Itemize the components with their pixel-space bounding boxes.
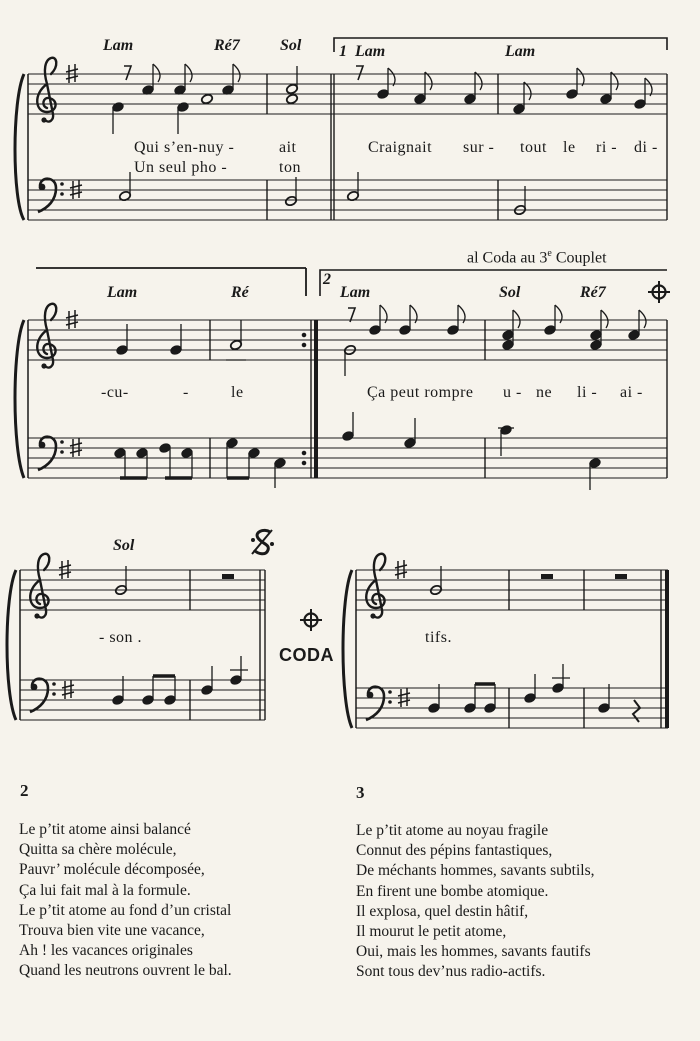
- verse-number: 2: [20, 781, 29, 800]
- lyric: le: [231, 384, 244, 401]
- bass-clef-icon: [38, 179, 64, 212]
- chord-label: Sol: [499, 284, 521, 301]
- coda-instruction-sup: e: [547, 248, 552, 259]
- coda-instruction-end: Couplet: [555, 249, 607, 267]
- lyric: Ça peut rompre: [367, 384, 474, 401]
- lyric: u -: [503, 384, 522, 401]
- ending-number: 1: [339, 43, 347, 60]
- lyric: Craignait: [368, 139, 433, 156]
- verse-line: Pauvr’ molécule décomposée,: [19, 861, 205, 879]
- verse-line: Quitta sa chère molécule,: [19, 841, 177, 859]
- lyric: ait: [279, 139, 297, 156]
- ending-number: 2: [323, 271, 331, 288]
- coda-label: CODA: [279, 645, 334, 665]
- verse-line: Trouva bien vite une vacance,: [19, 922, 205, 940]
- lyric: Un seul pho -: [134, 159, 228, 176]
- lyric: - son .: [99, 629, 143, 646]
- segno-icon: [251, 530, 274, 554]
- lyric: -cu-: [101, 384, 129, 401]
- lyric: ai -: [620, 384, 643, 401]
- coda-instruction-text: al Coda au 3: [467, 249, 548, 267]
- verse-line: Il explosa, quel destin hâtif,: [356, 902, 529, 920]
- chord-label: Lam: [355, 43, 386, 60]
- verse-line: Le p’tit atome au fond d’un cristal: [19, 901, 232, 919]
- lyric: li -: [577, 384, 598, 401]
- verse-number: 3: [356, 783, 365, 802]
- coda-icon: [648, 281, 670, 303]
- verse-line: De méchants hommes, savants subtils,: [356, 862, 595, 880]
- verse-line: En firent une bombe atomique.: [356, 882, 549, 900]
- chord-label: Lam: [107, 284, 138, 301]
- chord-label: Ré: [231, 284, 249, 301]
- verse-line: Sont tous dev’nus radio-actifs.: [356, 963, 546, 981]
- verse-line: Connut des pépins fantastiques,: [356, 842, 553, 860]
- lyric: tout: [520, 139, 547, 156]
- chord-label: Ré7: [214, 37, 240, 54]
- chord-label: Ré7: [580, 284, 606, 301]
- chord-label: Lam: [103, 37, 134, 54]
- lyric: ton: [279, 159, 301, 176]
- verse-line: Ça lui fait mal à la formule.: [19, 881, 191, 899]
- chord-label: Sol: [113, 537, 135, 554]
- lyric: di -: [634, 139, 658, 156]
- chord-label: Lam: [340, 284, 371, 301]
- verse-3: [356, 821, 595, 983]
- verse-line: Ah ! les vacances originales: [19, 942, 193, 960]
- lyric: tifs.: [425, 629, 452, 646]
- verse-line: Le p’tit atome au noyau fragile: [356, 822, 549, 839]
- lyric: ri -: [596, 139, 618, 156]
- lyric: le: [563, 139, 576, 156]
- treble-clef-icon: [37, 58, 56, 123]
- verse-line: Oui, mais les hommes, savants fautifs: [356, 943, 591, 961]
- chord-label: Sol: [280, 37, 302, 54]
- coda-instruction: [467, 248, 607, 267]
- verse-2: [19, 820, 232, 982]
- verse-line: Quand les neutrons ouvrent le bal.: [19, 962, 232, 980]
- verse-line: Le p’tit atome ainsi balancé: [19, 821, 191, 838]
- lyric: -: [183, 384, 189, 401]
- system-3: [7, 570, 668, 728]
- chord-label: Lam: [505, 43, 536, 60]
- lyric: Qui s’en-nuy -: [134, 139, 235, 156]
- notes-system-3: [112, 566, 640, 722]
- lyric: ne: [536, 384, 553, 401]
- lyric: sur -: [463, 139, 495, 156]
- verse-line: Il mourut le petit atome,: [356, 923, 507, 941]
